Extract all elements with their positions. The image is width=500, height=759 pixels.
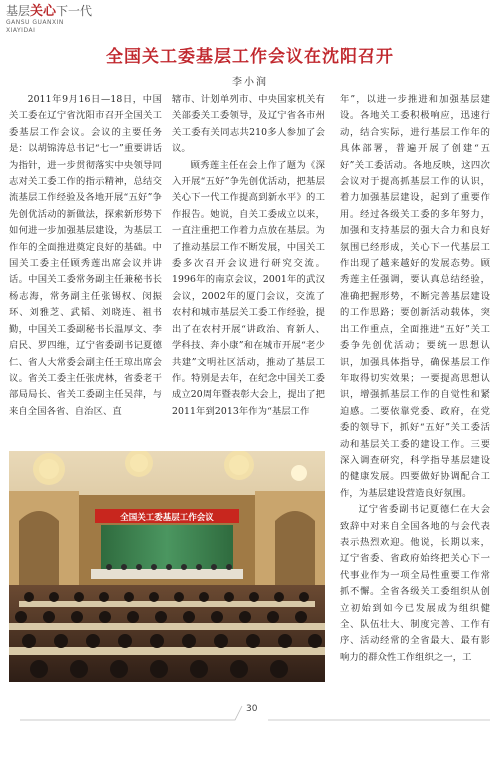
masthead-title bbox=[6, 4, 92, 19]
article-column-1 bbox=[9, 92, 162, 420]
masthead-en-line2: XIAYIDAI bbox=[6, 27, 36, 34]
masthead-part1: 基层 bbox=[6, 4, 31, 18]
conference-photo bbox=[9, 451, 325, 682]
magazine-masthead bbox=[6, 4, 92, 35]
page-number: 30 bbox=[246, 704, 258, 714]
masthead-part3: 下一代 bbox=[56, 4, 93, 18]
paragraph: 顾秀莲主任在会上作了题为《深入开展“五好”争先创优活动，把基层关心下一代工作提高到新水平》的工作报告。她说，自关工委成立以来，一直注重把工作着力点放在基层。为了推动基层工作不断发展，中国关工委多次召开会议进行研究交流。1996年的南京会议，2001年的武汉会议，2002年的厦门会议，交流了农村和城市基层关工委工作经验，提出了在农村开展“讲政治、育新人、学科技、奔小康”和在城市开展“老少共建”文明社区活动，推动了基层工作。特别是去年，在纪念中国关工委成立20周年暨表彰大会上，提出了把2011年到2013年作为“基层工作 bbox=[172, 159, 325, 417]
article-title: 全国关工委基层工作会议在沈阳召开 bbox=[106, 47, 394, 67]
article-author: 李小润 bbox=[232, 77, 268, 88]
banner-text: 全国关工委基层工作会议 bbox=[120, 513, 214, 523]
masthead-part2: 关心 bbox=[30, 4, 57, 19]
paragraph: 2011年9月16日—18日，中国关工委在辽宁省沈阳市召开全国关工委基层工作会议。会议的主要任务是：以胡锦涛总书记“七一”重要讲话为指针，进一步贯彻落实中央领导同志对关工委工作的指示精神，总结交流基层工作经验及各地开展“五好”争先创优活动的新做法，探索新形势下如何进一步加强基层建设，为基层工作年的全面推进奠定良好的基础。中国关工委主任顾秀莲出席会议并讲话。中国关工委常务副主任兼秘书长杨志海，常务副主任张锡权、闵振环、刘雅芝、武韬、刘晓连、祖书勤，中国关工委副秘书长温厚文、李启民、罗四维，辽宁省委副书记夏德仁、省人大常委会副主任王琼出席会议。省关工委主任张虎林，省委老干部局局长、省关工委副主任吴萍，与来自全国各省、自治区、直 bbox=[9, 94, 162, 417]
paragraph: 辽宁省委副书记夏德仁在大会致辞中对来自全国各地的与会代表表示热烈欢迎。他说，长期以来，辽宁省委、省政府始终把关心下一代事业作为一项全局性重要工作常抓不懈。全省各级关工委组织从创立初始到如今已发展成为组织健全、队伍壮大、制度完善、工作有序、活动经常的全省最大、最有影响力的群众性工作组织之一，工 bbox=[340, 504, 490, 663]
paragraph: 年”，以进一步推进和加强基层建设。各地关工委积极响应，迅速行动，结合实际，进行基层工作年的具体部署，普遍开展了创建“五好”关工委活动。各地反映，这四次会议对于提高抓基层工作的认识，着力加强基层建设，起到了重要作用。经过各级关工委的多年努力，加强和支持基层的强大合力和良好氛围已经形成，关心下一代基层工作出现了越来越好的发展态势。顾秀莲主任强调，要认真总结经验，准确把握形势，不断完善基层建设的工作思路；要创新活动载体，突出工作重点，全面推进“五好”关工委争先创优活动；要统一思想认识，加强具体指导，确保基层工作年取得切实效果；一要提高思想认识，增强抓基层工作的自觉性和紧迫感。二要依靠党委、政府，在党委的领导下，抓好“五好”关工委活动和基层关工委的建设工作。三要深入调查研究，科学指导基层建设的健康发展。四要做好协调配合工作，为基层建设营造良好氛围。 bbox=[340, 94, 490, 499]
masthead-en-line1: GANSU GUANXIN bbox=[6, 19, 64, 26]
article-column-3 bbox=[340, 92, 490, 666]
paragraph: 辖市、计划单列市、中央国家机关有关部委关工委领导，及辽宁省各市州关工委有关同志共210多人参加了会议。 bbox=[172, 94, 325, 155]
conference-hall-image bbox=[9, 451, 325, 682]
article-column-2 bbox=[172, 92, 325, 420]
